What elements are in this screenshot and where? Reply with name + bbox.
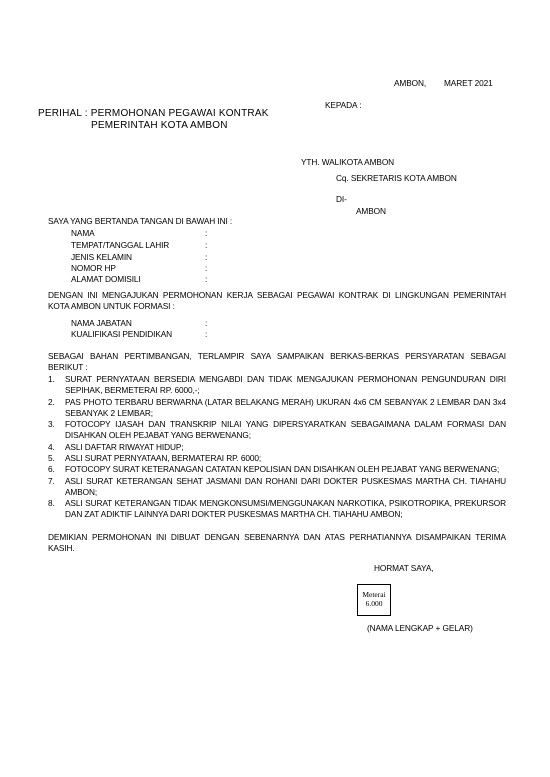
requirement-number: 8. bbox=[48, 498, 55, 508]
requirement-line-2: SEBANYAK 2 LEMBAR; bbox=[65, 408, 153, 418]
field-label: TEMPAT/TANGGAL LAHIR bbox=[71, 240, 170, 250]
field-label: JENIS KELAMIN bbox=[71, 252, 132, 262]
field-label: NOMOR HP bbox=[71, 263, 116, 273]
kepada-label: KEPADA : bbox=[325, 100, 362, 110]
addressee: YTH. WALIKOTA AMBON bbox=[301, 157, 395, 167]
requirement-line-1: ASLI SURAT PERNYATAAN, BERMATERAI RP. 6000; bbox=[65, 453, 262, 463]
field-colon: : bbox=[205, 263, 208, 273]
field-label: ALAMAT DOMISILI bbox=[71, 274, 141, 284]
requirement-number: 1. bbox=[48, 374, 55, 384]
requirement-line-2: AMBON; bbox=[65, 487, 98, 497]
field-label: NAMA bbox=[71, 228, 95, 238]
formation-colon: : bbox=[205, 318, 208, 328]
intro-text: SAYA YANG BERTANDA TANGAN DI BAWAH INI : bbox=[48, 216, 233, 226]
requirement-line-1: FOTOCOPY SURAT KETERANAGAN CATATAN KEPOLISIAN DAN DISAHKAN OLEH PEJABAT YANG BERWENANG; bbox=[65, 464, 500, 474]
requirement-line-1: SURAT PERNYATAAN BERSEDIA MENGABDI DAN TIDAK MENGAJUKAN PERMOHONAN PENGUNDURAN DIRI bbox=[65, 374, 506, 384]
signatory-name-placeholder: (NAMA LENGKAP + GELAR) bbox=[367, 623, 473, 633]
requirement-line-2: DAN ZAT ADIKTIF LAINNYA DARI DOKTER PUSKESMAS MARTHA CH. TIAHAHU AMBON; bbox=[65, 509, 403, 519]
consideration-line-1: SEBAGAI BAHAN PERTIMBANGAN, TERLAMPIR SAYA SAMPAIKAN BERKAS-BERKAS PERSYARATAN SEBAGAI bbox=[48, 351, 506, 361]
request-line-1: DENGAN INI MENGAJUKAN PERMOHONAN KERJA SEBAGAI PEGAWAI KONTRAK DI LINGKUNGAN PEMERINTAH bbox=[48, 290, 506, 300]
stamp-duty-box bbox=[357, 584, 391, 616]
requirement-number: 7. bbox=[48, 476, 55, 486]
formation-label: NAMA JABATAN bbox=[71, 318, 132, 328]
regards-text: HORMAT SAYA, bbox=[374, 563, 434, 573]
requirement-number: 5. bbox=[48, 453, 55, 463]
stamp-value: 6.000 bbox=[365, 599, 383, 608]
consideration-line-2: BERIKUT : bbox=[48, 362, 88, 372]
formation-colon: : bbox=[205, 329, 208, 339]
requirement-line-1: ASLI SURAT KETERANGAN SEHAT JASMANI DAN ROHANI DARI DOKTER PUSKESMAS MARTHA CH. TIAHAHU bbox=[65, 476, 506, 486]
requirement-line-2: SEPIHAK, BERMETERAI RP. 6000,-; bbox=[65, 385, 200, 395]
field-colon: : bbox=[205, 240, 208, 250]
requirement-line-1: PAS PHOTO TERBARU BERWARNA (LATAR BELAKANG MERAH) UKURAN 4x6 CM SEBANYAK 2 LEMBAR DAN 3x4 bbox=[65, 397, 506, 407]
field-colon: : bbox=[205, 228, 208, 238]
requirement-number: 3. bbox=[48, 419, 55, 429]
requirement-number: 2. bbox=[48, 397, 55, 407]
addressee-cq: Cq. SEKRETARIS KOTA AMBON bbox=[336, 173, 457, 183]
closing-line-1: DEMIKIAN PERMOHONAN INI DIBUAT DENGAN SEBENARNYA DAN ATAS PERHATIANNYA DISAMPAIKAN TERIMA bbox=[48, 532, 506, 542]
requirement-line-1: ASLI DAFTAR RIWAYAT HIDUP; bbox=[65, 442, 184, 452]
requirement-line-1: ASLI SURAT KETERANGAN TIDAK MENGKONSUMSI/MENGGUNAKAN NARKOTIKA, PSIKOTROPIKA, PREKURSOR bbox=[65, 498, 506, 508]
addressee-city: AMBON bbox=[356, 206, 386, 216]
field-colon: : bbox=[205, 252, 208, 262]
perihal-line-1: PERIHAL : PERMOHONAN PEGAWAI KONTRAK bbox=[38, 108, 269, 119]
requirement-number: 6. bbox=[48, 464, 55, 474]
request-line-2: KOTA AMBON UNTUK FORMASI : bbox=[48, 301, 175, 311]
formation-label: KUALIFIKASI PENDIDIKAN bbox=[71, 329, 173, 339]
requirement-line-2: DISAHKAN OLEH PEJABAT YANG BERWENANG; bbox=[65, 430, 251, 440]
addressee-di: DI- bbox=[336, 194, 347, 204]
closing-line-2: KASIH. bbox=[48, 543, 75, 553]
letter-date: MARET 2021 bbox=[444, 78, 493, 88]
requirement-line-1: FOTOCOPY IJASAH DAN TRANSKRIP NILAI YANG DIPERSYARATKAN SEBAGAIMANA DALAM FORMASI DAN bbox=[65, 419, 506, 429]
field-colon: : bbox=[205, 274, 208, 284]
letter-place: AMBON, bbox=[394, 78, 427, 88]
requirement-number: 4. bbox=[48, 442, 55, 452]
stamp-label: Meterai bbox=[362, 590, 386, 599]
perihal-line-2: PEMERINTAH KOTA AMBON bbox=[91, 120, 228, 131]
